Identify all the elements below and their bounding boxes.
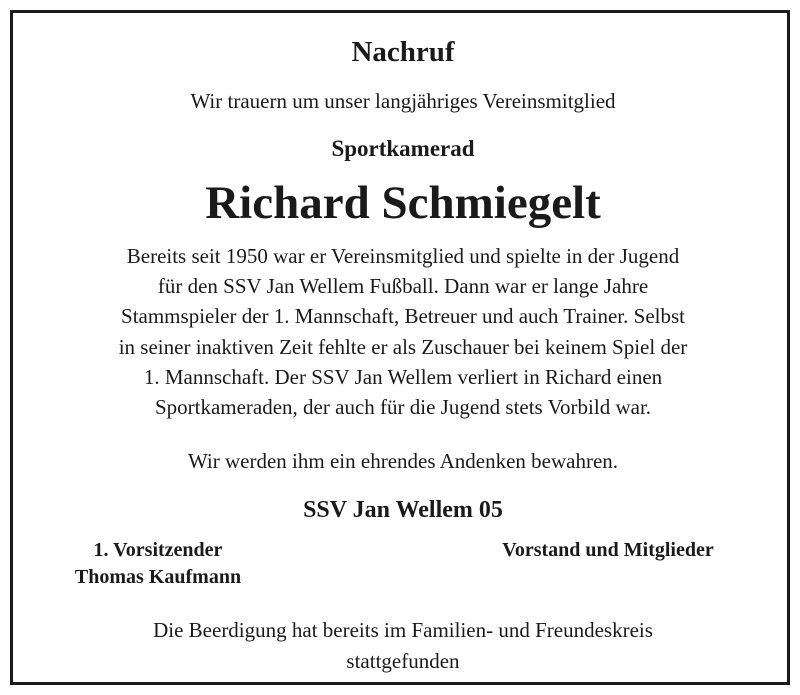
club-name: SSV Jan Wellem 05 xyxy=(303,497,503,523)
signature-person: Thomas Kaufmann xyxy=(74,566,242,588)
intro-text: Wir trauern um unser langjähriges Vereinsmitglied xyxy=(190,89,616,113)
funeral-line: stattgefunden xyxy=(346,649,460,673)
signature-role: 1. Vorsitzender xyxy=(93,539,223,561)
body-line: für den SSV Jan Wellem Fußball. Dann war er lange Jahre xyxy=(157,274,649,299)
memory-text: Wir werden ihm ein ehrendes Andenken bewahren. xyxy=(187,449,619,473)
funeral-note xyxy=(13,615,793,677)
body-line: in seiner inaktiven Zeit fehlte er als Zuschauer bei keinem Spiel der xyxy=(118,334,688,359)
funeral-line: Die Beerdigung hat bereits im Familien- und Freundeskreis xyxy=(153,618,653,642)
body-line: 1. Mannschaft. Der SSV Jan Wellem verliert in Richard einen xyxy=(143,364,663,389)
obituary-frame xyxy=(10,10,790,685)
body-line: Stammspieler der 1. Mannschaft, Betreuer und auch Trainer. Selbst xyxy=(121,304,685,329)
deceased-name: Richard Schmiegelt xyxy=(205,177,601,229)
obituary-body xyxy=(13,241,793,422)
signature-board: Vorstand und Mitglieder xyxy=(502,539,714,561)
obituary-title: Nachruf xyxy=(351,36,455,68)
body-line: Sportkameraden, der auch für die Jugend stets Vorbild war. xyxy=(154,395,652,420)
signature-chairman xyxy=(43,537,273,591)
honorific: Sportkamerad xyxy=(331,136,475,161)
body-line: Bereits seit 1950 war er Vereinsmitglied und spielte in der Jugend xyxy=(126,244,680,268)
